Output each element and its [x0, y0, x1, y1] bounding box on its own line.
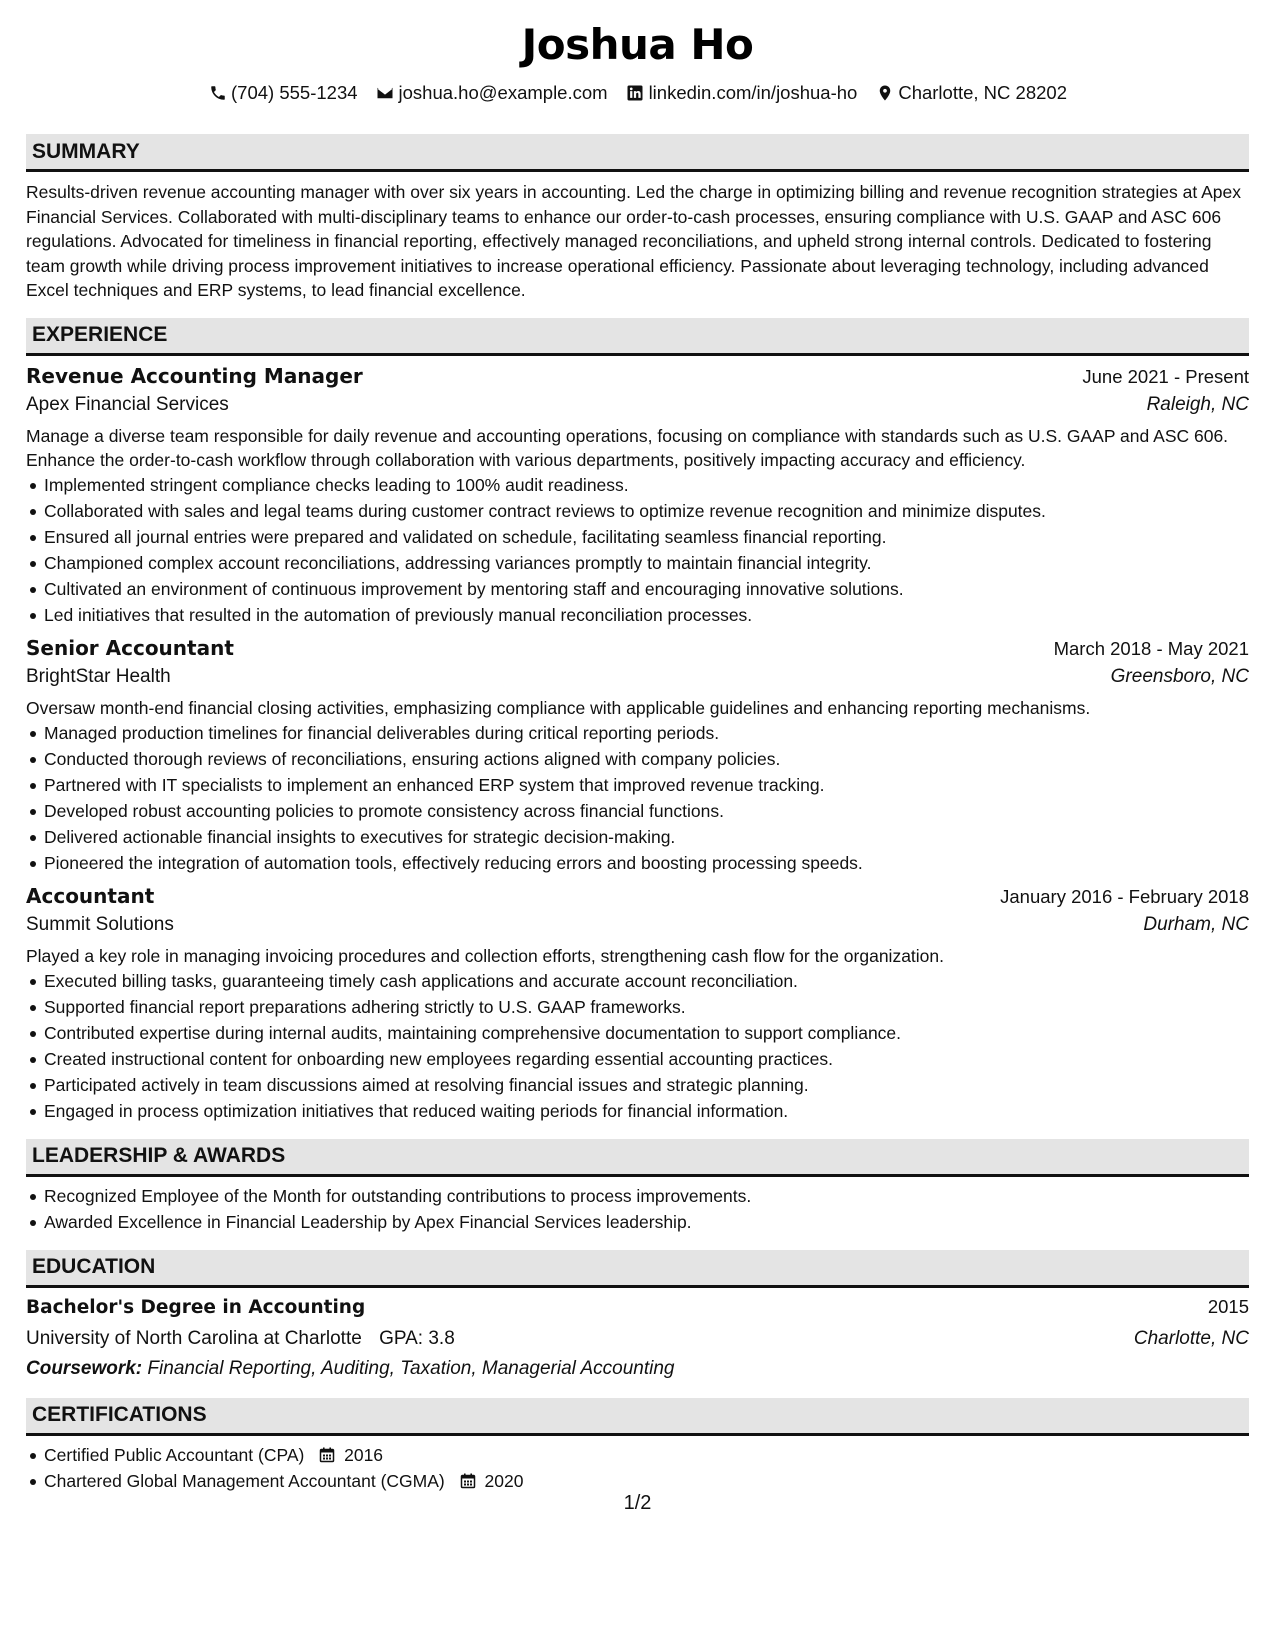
linkedin-icon	[626, 84, 645, 103]
list-item: Supported financial report preparations adhering strictly to U.S. GAAP frameworks.	[26, 994, 1249, 1020]
job-bullets	[26, 472, 1249, 628]
job-company: Summit Solutions	[26, 913, 174, 935]
list-item: Ensured all journal entries were prepared and validated on schedule, facilitating seamless financial reporting.	[26, 524, 1249, 550]
job-description: Oversaw month-end financial closing activities, emphasizing compliance with applicable guidelines and enhancing reporting mechanisms.	[26, 697, 1091, 718]
section-header-certifications: CERTIFICATIONS	[26, 1398, 1249, 1436]
list-item: Implemented stringent compliance checks leading to 100% audit readiness.	[26, 472, 1249, 498]
school-name: University of North Carolina at Charlotte	[26, 1327, 362, 1349]
list-item: Led initiatives that resulted in the automation of previously manual reconciliation processes.	[26, 602, 1249, 628]
education-section	[26, 1250, 1249, 1380]
list-item: Cultivated an environment of continuous improvement by mentoring staff and encouraging innovative solutions.	[26, 576, 1249, 602]
job-dates: January 2016 - February 2018	[1000, 885, 1249, 907]
contact-linkedin[interactable]	[626, 82, 858, 104]
calendar-icon	[319, 1447, 335, 1463]
candidate-name: Joshua Ho	[521, 20, 754, 69]
contact-email[interactable]	[376, 82, 608, 104]
job-description: Manage a diverse team responsible for daily revenue and accounting operations, focusing on compliance with standards such as U.S. GAAP and ASC 606. Enhance the order-to-cash workflow through collaboration with various departments, positively impacting accuracy and efficiency.	[26, 425, 1229, 470]
envelope-icon	[376, 84, 395, 103]
list-item: Executed billing tasks, guaranteeing timely cash applications and accurate account reconciliation.	[26, 968, 1249, 994]
job-entry	[26, 884, 1249, 1124]
list-item: Participated actively in team discussions aimed at resolving financial issues and strategic planning.	[26, 1072, 1249, 1098]
job-dates: March 2018 - May 2021	[1053, 637, 1249, 659]
job-description: Played a key role in managing invoicing procedures and collection efforts, strengthening cash flow for the organization.	[26, 945, 944, 966]
degree-title: Bachelor's Degree in Accounting	[26, 1296, 366, 1318]
list-item: Managed production timelines for financial deliverables during critical reporting periods.	[26, 720, 1249, 746]
list-item: Awarded Excellence in Financial Leadership by Apex Financial Services leadership.	[26, 1209, 1249, 1235]
graduation-year: 2015	[1207, 1295, 1249, 1317]
contact-bar	[26, 78, 1249, 108]
job-company: BrightStar Health	[26, 665, 171, 687]
location-text: Charlotte, NC 28202	[898, 82, 1067, 103]
coursework	[26, 1358, 1249, 1380]
certifications-section	[26, 1398, 1249, 1494]
calendar-icon	[460, 1473, 476, 1489]
certification-year: 2020	[484, 1470, 524, 1491]
job-location: Raleigh, NC	[1146, 393, 1249, 415]
job-dates: June 2021 - Present	[1082, 365, 1249, 387]
list-item: Engaged in process optimization initiatives that reduced waiting periods for financial information.	[26, 1098, 1249, 1124]
section-header-education: EDUCATION	[26, 1250, 1249, 1288]
certification-name: Chartered Global Management Accountant (CGMA)	[44, 1470, 445, 1491]
resume-page	[26, 0, 1249, 1650]
certification-name: Certified Public Accountant (CPA)	[44, 1444, 305, 1465]
experience-section	[26, 318, 1249, 1124]
linkedin-text[interactable]: linkedin.com/in/joshua-ho	[648, 82, 858, 103]
list-item: Conducted thorough reviews of reconciliations, ensuring actions aligned with company policies.	[26, 746, 1249, 772]
list-item: Pioneered the integration of automation tools, effectively reducing errors and boosting processing speeds.	[26, 850, 1249, 876]
phone-text: (704) 555-1234	[231, 82, 358, 103]
contact-phone	[208, 82, 358, 104]
list-item: Collaborated with sales and legal teams during customer contract reviews to optimize revenue recognition and minimize disputes.	[26, 498, 1249, 524]
summary-section	[26, 134, 1249, 303]
job-title: Revenue Accounting Manager	[26, 363, 363, 388]
list-item: Contributed expertise during internal audits, maintaining comprehensive documentation to support compliance.	[26, 1020, 1249, 1046]
job-location: Durham, NC	[1143, 913, 1249, 935]
list-item: Championed complex account reconciliations, addressing variances promptly to maintain financial integrity.	[26, 550, 1249, 576]
job-entry	[26, 364, 1249, 628]
list-item: Recognized Employee of the Month for outstanding contributions to process improvements.	[26, 1183, 1249, 1209]
list-item: Delivered actionable financial insights to executives for strategic decision-making.	[26, 824, 1249, 850]
list-item: Partnered with IT specialists to implement an enhanced ERP system that improved revenue tracking.	[26, 772, 1249, 798]
certification-year: 2016	[344, 1444, 384, 1465]
email-text[interactable]: joshua.ho@example.com	[398, 82, 608, 103]
job-company: Apex Financial Services	[26, 393, 229, 415]
coursework-list: Financial Reporting, Auditing, Taxation, Managerial Accounting	[147, 1357, 675, 1379]
job-title: Accountant	[26, 883, 155, 908]
contact-location	[875, 82, 1067, 104]
gpa: GPA: 3.8	[379, 1327, 455, 1349]
section-header-summary: SUMMARY	[26, 134, 1249, 172]
certifications-list	[26, 1442, 1249, 1494]
leadership-section	[26, 1139, 1249, 1235]
leadership-list	[26, 1183, 1249, 1235]
job-title: Senior Accountant	[26, 635, 234, 660]
list-item: Created instructional content for onboarding new employees regarding essential accounting practices.	[26, 1046, 1249, 1072]
school-location: Charlotte, NC	[1133, 1327, 1249, 1349]
job-location: Greensboro, NC	[1110, 665, 1249, 687]
list-item: Developed robust accounting policies to promote consistency across financial functions.	[26, 798, 1249, 824]
list-item	[26, 1442, 1249, 1468]
coursework-label: Coursework:	[26, 1357, 143, 1379]
section-header-leadership: LEADERSHIP & AWARDS	[26, 1139, 1249, 1177]
map-marker-icon	[875, 84, 894, 103]
section-header-experience: EXPERIENCE	[26, 318, 1249, 356]
job-bullets	[26, 720, 1249, 876]
phone-icon	[208, 84, 227, 103]
list-item	[26, 1468, 1249, 1494]
page-number: 1/2	[623, 1492, 652, 1514]
summary-text: Results-driven revenue accounting manager with over six years in accounting. Led the charge in optimizing billing and revenue recognition strategies at Apex Financial Services. Collaborated with multi-disciplinary teams to enhance our order-to-cash processes, ensuring compliance with U.S. GAAP and ASC 606 regulations. Advocated for timeliness in financial reporting, effectively managed reconciliations, and upheld strong internal controls. Dedicated to fostering team growth while driving process improvement initiatives to increase operational efficiency. Passionate about leveraging technology, including advanced Excel techniques and ERP systems, to lead financial excellence.	[26, 182, 1242, 301]
job-entry	[26, 636, 1249, 876]
job-bullets	[26, 968, 1249, 1124]
